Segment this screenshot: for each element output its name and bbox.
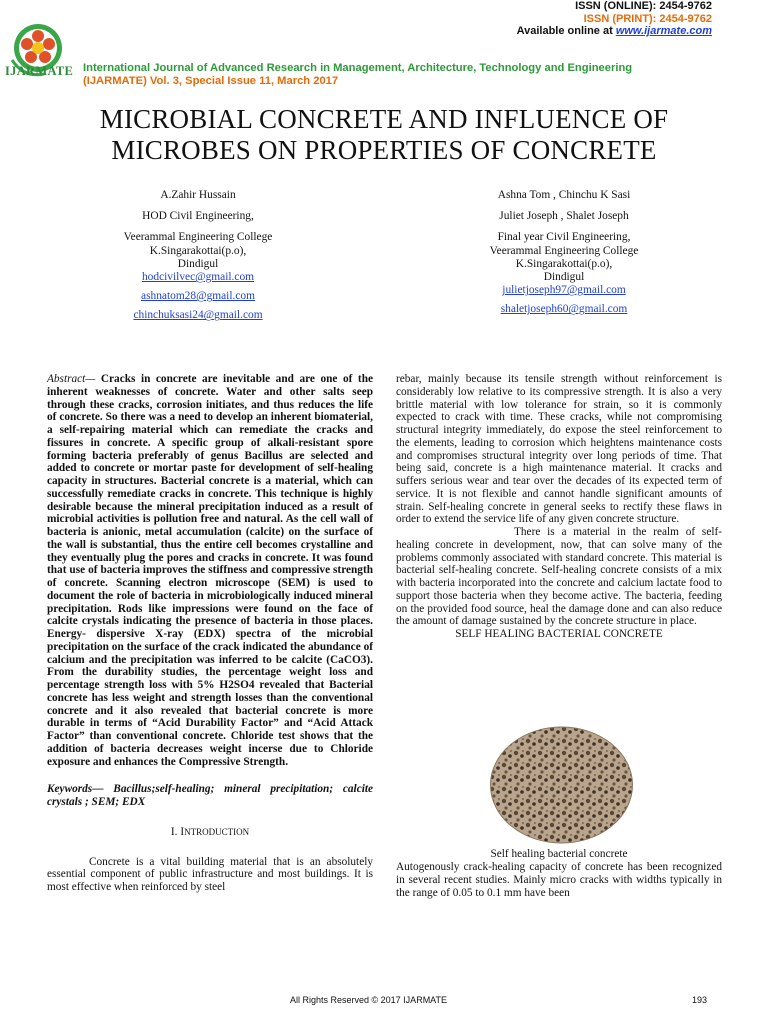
journal-issue: (IJARMATE) Vol. 3, Special Issue 11, March 2017 — [83, 75, 339, 87]
figure-title: SELF HEALING BACTERIAL CONCRETE — [455, 628, 663, 640]
author-address: K.Singarakottai(p.o), — [149, 244, 247, 257]
section-number: I. I — [170, 825, 185, 838]
figure-caption: Self healing bacterial concrete — [490, 848, 628, 860]
abstract-text: Cracks in concrete are inevitable and are one of the inherent weaknesses of concrete. Water and other salts seep through these cracks, corrosion initiates, and thus reduces the life of concrete. So there was a need to develop an inherent biomaterial, a self-repairing material which can remediate the cracks and fissures in concrete. A specific group of alkali-resistant spore forming bacteria preferably of genus Bacillus are selected and added to concrete or mortar paste for development of self-healing capacity in structures. Bacterial concrete is a material, which can successfully remediate cracks in concrete. This technique is highly desirable because the mineral precipitation induced as a result of microbial activities is pollution free and natural. As the cell wall of bacteria is anionic, metal accumulation (calcite) on the surface of the wall is substantial, thus the entire cell becomes crystalline and they eventually plug the pores and cracks in concrete. It was found that use of bacteria improves the stiffness and compressive strength of concrete. Scanning electron microscope (SEM) is used to document the role of bacteria in microbiologically induced mineral precipitation. Rods like impressions were found on the face of calcite crystals indicating the presence of bacteria in those places. Energy- dispersive X-ray (EDX) spectra of the microbial precipitation on the surface of the crack indicated the abundance of calcium and the precipitation was inferred to be calcite (CaCO3). From the durability studies, the percentage weight loss and percentage strength loss with 5% H2SO4 revealed that Bacterial concrete has less weight and strength losses than the conventional concrete and it also revealed that bacterial concrete is more durable in terms of “Acid Durability Factor” and “Acid Attack Factor” than conventional concrete. Chloride test shows that the addition of bacteria decreases weight incerse due to Chloride exposure and enhances the Compressive Strength. — [47, 373, 373, 768]
title-line-2: MICROBES ON PROPERTIES OF CONCRETE — [111, 135, 657, 165]
title-line-1: MICROBIAL CONCRETE AND INFLUENCE OF — [99, 104, 669, 134]
author-district: Dindigul — [543, 271, 585, 284]
keywords: Keywords— Bacillus;self-healing; mineral precipitation; calcite crystals ; SEM; EDX — [47, 783, 373, 808]
issn-print: ISSN (PRINT): 2454-9762 — [583, 12, 712, 25]
paper-title — [0, 104, 768, 166]
page-number: 193 — [692, 995, 708, 1005]
author-names: Ashna Tom , Chinchu K Sasi — [497, 189, 631, 201]
author-email-link[interactable]: ashnatom28@gmail.com — [141, 290, 255, 303]
right-column — [396, 373, 722, 641]
issn-block — [517, 0, 712, 38]
body-paragraph: rebar, mainly because its tensile strength without reinforcement is considerably low relative to its compressive strength. It is also a very brittle material with low tolerance for strain, so it is commonly expected to crack with time. These cracks, while not compromising structural integrity immediately, do expose the steel reinforcement to the elements, leading to corrosion which heightens maintenance costs and compromises structural integrity over long periods of time. That being said, concrete is a high maintenance material. It cracks and suffers serious wear and tear over the decades of its expected term of service. It is not flexible and cannot handle significant amounts of strain. Self-healing concrete in general seeks to rectify these flaws in order to extend the service life of any given concrete structure. — [396, 373, 722, 526]
author-email-link[interactable]: julietjoseph97@gmail.com — [502, 284, 626, 297]
logo-text: IJARMATE — [5, 64, 74, 78]
journal-name: International Journal of Advanced Research in Management, Architecture, Technology and Engineering — [83, 62, 633, 74]
author-role: Final year Civil Engineering, — [497, 231, 631, 244]
body-paragraph: Autogenously crack-healing capacity of concrete has been recognized in several recent studies. Mainly micro cracks with widths typically in the range of 0.05 to 0.1 mm have been — [396, 861, 722, 899]
author-email-link[interactable]: chinchuksasi24@gmail.com — [133, 309, 263, 322]
author-block-left — [68, 189, 328, 323]
author-role: HOD Civil Engineering, — [142, 210, 254, 223]
section-title: NTRODUCTION — [184, 826, 250, 837]
journal-header — [83, 62, 632, 88]
author-college: Veerammal Engineering College — [489, 244, 639, 257]
journal-website-link[interactable]: www.ijarmate.com — [615, 25, 712, 37]
author-address: K.Singarakottai(p.o), — [515, 257, 613, 270]
author-district: Dindigul — [177, 257, 219, 270]
issn-online: ISSN (ONLINE): 2454-9762 — [575, 0, 712, 12]
left-column — [47, 373, 373, 894]
author-names: Juliet Joseph , Shalet Joseph — [499, 210, 629, 223]
author-email-link[interactable]: hodcivilvec@gmail.com — [141, 271, 255, 284]
copyright-notice: All Rights Reserved © 2017 IJARMATE — [290, 995, 448, 1005]
body-paragraph: There is a material in the realm of self-healing concrete in development, now, that can solve many of the problems commonly associated with standard concrete. This material is bacterial self-healing concrete. Self-healing concrete consists of a mix with bacteria incorporated into the concrete and calcium lactate food to support those bacteria when they become active. The bacteria, feeding on the provided food source, heal the damage done and can also reduce the amount of damage sustained by the concrete structure in place. — [396, 526, 722, 628]
intro-paragraph: Concrete is a vital building material that is an absolutely essential component of public infrastructure and most buildings. It is most effective when reinforced by steel — [47, 855, 373, 893]
author-college: Veerammal Engineering College — [123, 231, 273, 244]
availability-line — [517, 25, 712, 38]
available-prefix: Available online at — [516, 25, 616, 37]
abstract — [47, 373, 373, 768]
author-email-link[interactable]: shaletjoseph60@gmail.com — [500, 303, 628, 316]
abstract-label: Abstract— — [47, 373, 96, 385]
author-name: A.Zahir Hussain — [160, 189, 236, 201]
section-heading-introduction — [47, 826, 373, 839]
bacterial-concrete-figure — [489, 726, 634, 844]
author-block-right — [434, 189, 694, 317]
